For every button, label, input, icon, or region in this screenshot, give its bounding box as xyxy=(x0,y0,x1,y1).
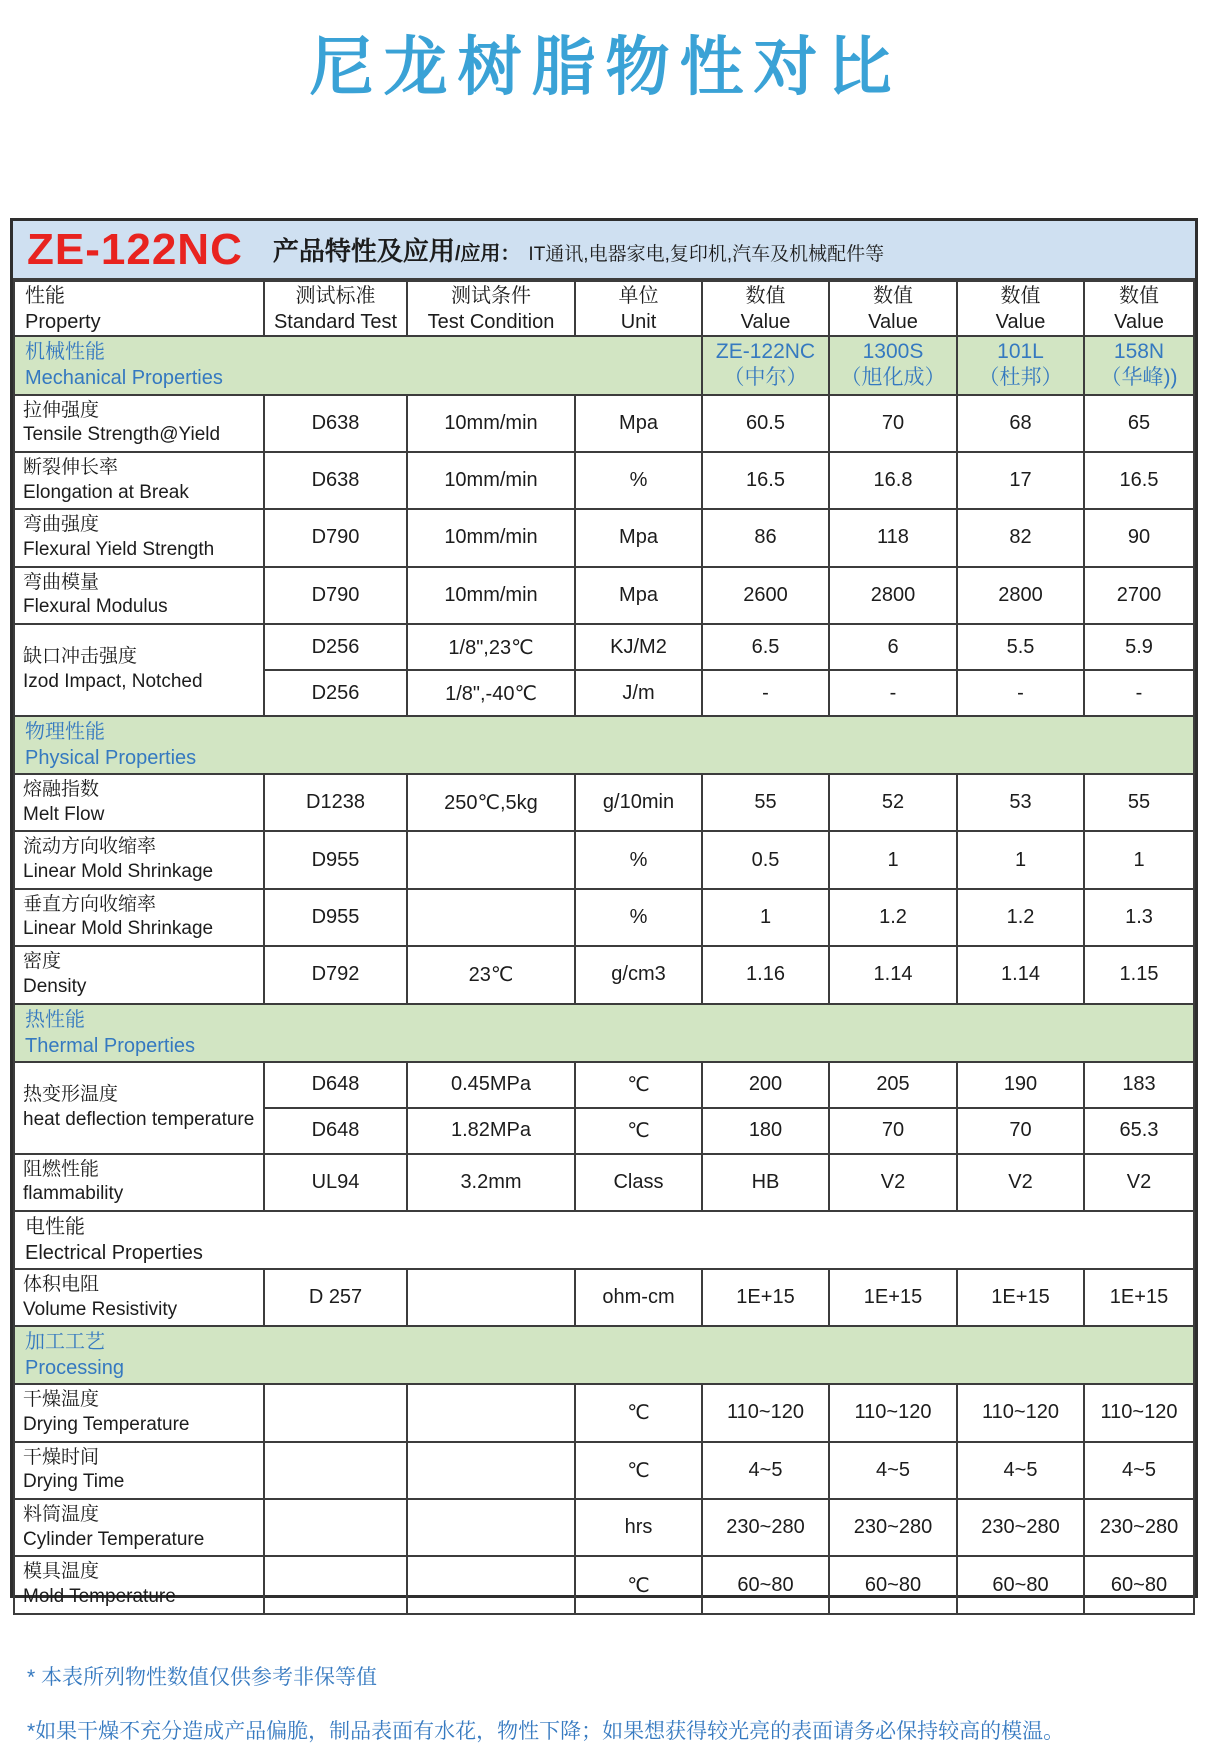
section-title-zh: 电性能 xyxy=(25,1215,85,1238)
value-cell: 90 xyxy=(1084,509,1194,566)
value-cell: V2 xyxy=(957,1154,1084,1211)
condition-cell xyxy=(407,1269,575,1326)
value-cell: 1.14 xyxy=(957,946,1084,1003)
property-cell xyxy=(14,889,264,946)
unit-cell: ℃ xyxy=(575,1108,702,1154)
value-cell: 70 xyxy=(829,395,957,452)
condition-cell xyxy=(407,1384,575,1441)
property-cell xyxy=(14,831,264,888)
value-cell: 1 xyxy=(957,831,1084,888)
section-title-en: Mechanical Properties xyxy=(25,367,223,390)
value-cell: 2800 xyxy=(829,567,957,624)
property-zh: 料筒温度 xyxy=(23,1504,100,1525)
value-cell: 1 xyxy=(702,889,829,946)
table-row xyxy=(14,509,1194,566)
column-header-en: Value xyxy=(740,310,791,333)
feature-label: 产品特性及应用 xyxy=(272,236,455,266)
unit-cell: Mpa xyxy=(575,509,702,566)
value-cell: 180 xyxy=(702,1108,829,1154)
properties-table xyxy=(13,280,1195,1615)
value-cell: 5.5 xyxy=(957,624,1084,670)
unit-cell: ohm-cm xyxy=(575,1269,702,1326)
value-cell: 60~80 xyxy=(957,1556,1084,1613)
property-en: flammability xyxy=(23,1183,124,1205)
standard-cell: D648 xyxy=(264,1108,407,1154)
value-cell: 190 xyxy=(957,1062,1084,1108)
standard-cell: D638 xyxy=(264,395,407,452)
property-zh: 模具温度 xyxy=(23,1561,100,1583)
standard-cell: D955 xyxy=(264,889,407,946)
value-cell: 60~80 xyxy=(1084,1556,1194,1613)
value-cell: 1 xyxy=(1084,831,1194,888)
value-cell: 16.5 xyxy=(702,452,829,509)
column-header-en: Unit xyxy=(620,310,657,333)
property-en: Mold Temperature xyxy=(23,1586,176,1608)
property-en: Melt Flow xyxy=(23,803,105,825)
standard-cell: D256 xyxy=(264,624,407,670)
unit-cell: ℃ xyxy=(575,1062,702,1108)
property-cell xyxy=(14,946,264,1003)
condition-cell: 0.45MPa xyxy=(407,1062,575,1108)
unit-cell: g/10min xyxy=(575,774,702,831)
property-cell xyxy=(14,1442,264,1499)
standard-cell xyxy=(264,1442,407,1499)
value-cell: 183 xyxy=(1084,1062,1194,1108)
column-header-zh: 测试条件 xyxy=(451,284,531,307)
value-cell: 205 xyxy=(829,1062,957,1108)
property-en: Linear Mold Shrinkage xyxy=(23,861,214,883)
grade-cell xyxy=(1084,336,1194,395)
table-row xyxy=(14,1556,1194,1613)
standard-cell: D648 xyxy=(264,1062,407,1108)
table-row xyxy=(14,624,1194,670)
table-row xyxy=(14,395,1194,452)
note-line: * 本表所列物性数值仅供参考非保等值 xyxy=(27,1665,378,1689)
applications-text: IT通讯,电器家电,复印机,汽车及机械配件等 xyxy=(528,244,885,265)
property-cell xyxy=(14,774,264,831)
property-zh: 垂直方向收缩率 xyxy=(23,893,157,915)
section-row xyxy=(14,336,1194,395)
value-cell: 82 xyxy=(957,509,1084,566)
column-header xyxy=(1084,281,1194,336)
unit-cell: ℃ xyxy=(575,1384,702,1441)
property-zh: 缺口冲击强度 xyxy=(23,646,138,668)
table-row xyxy=(14,946,1194,1003)
property-en: Elongation at Break xyxy=(23,481,189,503)
section-title-cell xyxy=(14,1004,1194,1062)
value-cell: 16.8 xyxy=(829,452,957,509)
value-cell: 6.5 xyxy=(702,624,829,670)
condition-cell: 1/8",23℃ xyxy=(407,624,575,670)
application-label: /应用： xyxy=(454,243,521,265)
product-description xyxy=(273,231,884,268)
property-en: Drying Time xyxy=(23,1471,125,1493)
column-header xyxy=(829,281,957,336)
value-cell: 230~280 xyxy=(702,1499,829,1556)
value-cell: 6 xyxy=(829,624,957,670)
value-cell: 2700 xyxy=(1084,567,1194,624)
value-cell: 1E+15 xyxy=(829,1269,957,1326)
value-cell: 1E+15 xyxy=(1084,1269,1194,1326)
value-cell: 1E+15 xyxy=(957,1269,1084,1326)
document-page xyxy=(0,16,1211,1743)
value-cell: 110~120 xyxy=(957,1384,1084,1441)
value-cell: 110~120 xyxy=(829,1384,957,1441)
grade-cell xyxy=(702,336,829,395)
condition-cell: 3.2mm xyxy=(407,1154,575,1211)
value-cell: - xyxy=(702,670,829,716)
property-cell xyxy=(14,624,264,716)
column-header-row xyxy=(14,281,1194,336)
table-row xyxy=(14,1499,1194,1556)
grade-name: 158N xyxy=(1113,340,1165,363)
standard-cell xyxy=(264,1384,407,1441)
property-en: Flexural Yield Strength xyxy=(23,538,215,560)
condition-cell: 10mm/min xyxy=(407,452,575,509)
section-row xyxy=(14,1211,1194,1269)
section-title-zh: 加工工艺 xyxy=(25,1331,105,1354)
property-zh: 拉伸强度 xyxy=(23,399,100,421)
property-en: heat deflection temperature xyxy=(23,1108,255,1130)
column-header-zh: 单位 xyxy=(618,284,659,307)
value-cell: 1.15 xyxy=(1084,946,1194,1003)
standard-cell: D790 xyxy=(264,509,407,566)
section-title-en: Thermal Properties xyxy=(25,1034,196,1057)
section-title-cell xyxy=(14,1326,1194,1384)
grade-maker: （华峰)) xyxy=(1100,366,1178,390)
property-zh: 弯曲强度 xyxy=(23,514,100,536)
value-cell: 4~5 xyxy=(702,1442,829,1499)
table-row xyxy=(14,1384,1194,1441)
column-header-en: Test Condition xyxy=(427,310,555,333)
value-cell: 5.9 xyxy=(1084,624,1194,670)
property-en: Linear Mold Shrinkage xyxy=(23,918,214,940)
grade-name: 101L xyxy=(997,340,1044,363)
condition-cell: 10mm/min xyxy=(407,567,575,624)
grade-name: ZE-122NC xyxy=(715,340,816,363)
column-header xyxy=(407,281,575,336)
value-cell: 1 xyxy=(829,831,957,888)
value-cell: 2600 xyxy=(702,567,829,624)
standard-cell: D638 xyxy=(264,452,407,509)
standard-cell: D792 xyxy=(264,946,407,1003)
table-body xyxy=(14,336,1194,1614)
column-header-zh: 数值 xyxy=(1000,284,1041,307)
table-row xyxy=(14,831,1194,888)
section-row xyxy=(14,1326,1194,1384)
column-header-zh: 性能 xyxy=(25,284,65,307)
section-title-zh: 物理性能 xyxy=(25,721,105,743)
condition-cell xyxy=(407,1442,575,1499)
property-cell xyxy=(14,395,264,452)
notes xyxy=(13,1615,1195,1745)
value-cell: 230~280 xyxy=(957,1499,1084,1556)
value-cell: 53 xyxy=(957,774,1084,831)
section-title-en: Electrical Properties xyxy=(25,1241,203,1264)
property-en: Volume Resistivity xyxy=(23,1298,178,1320)
value-cell: 1.16 xyxy=(702,946,829,1003)
value-cell: - xyxy=(957,670,1084,716)
section-row xyxy=(14,1004,1194,1062)
value-cell: 1.2 xyxy=(957,889,1084,946)
property-en: Flexural Modulus xyxy=(23,596,168,618)
condition-cell xyxy=(407,1556,575,1613)
standard-cell xyxy=(264,1556,407,1613)
value-cell: 70 xyxy=(957,1108,1084,1154)
property-zh: 阻燃性能 xyxy=(23,1158,100,1180)
value-cell: 55 xyxy=(702,774,829,831)
table-row xyxy=(14,1442,1194,1499)
column-header xyxy=(702,281,829,336)
condition-cell xyxy=(407,1499,575,1556)
property-en: Drying Temperature xyxy=(23,1413,190,1435)
column-header-en: Value xyxy=(1114,310,1164,333)
unit-cell: % xyxy=(575,831,702,888)
value-cell: 2800 xyxy=(957,567,1084,624)
property-cell xyxy=(14,1269,264,1326)
grade-maker: （杜邦） xyxy=(978,366,1063,390)
property-en: Density xyxy=(23,975,87,997)
condition-cell: 23℃ xyxy=(407,946,575,1003)
value-cell: HB xyxy=(702,1154,829,1211)
value-cell: 60~80 xyxy=(829,1556,957,1613)
condition-cell: 1/8",-40℃ xyxy=(407,670,575,716)
value-cell: 230~280 xyxy=(1084,1499,1194,1556)
section-title-cell xyxy=(14,716,1194,774)
value-cell: 0.5 xyxy=(702,831,829,888)
unit-cell: KJ/M2 xyxy=(575,624,702,670)
standard-cell: D955 xyxy=(264,831,407,888)
value-cell: 230~280 xyxy=(829,1499,957,1556)
value-cell: 4~5 xyxy=(957,1442,1084,1499)
standard-cell: UL94 xyxy=(264,1154,407,1211)
column-header-zh: 测试标准 xyxy=(295,284,376,307)
column-header-zh: 数值 xyxy=(745,284,786,307)
property-zh: 弯曲模量 xyxy=(23,571,100,593)
table-row xyxy=(14,889,1194,946)
standard-cell: D256 xyxy=(264,670,407,716)
value-cell: 65 xyxy=(1084,395,1194,452)
grade-cell xyxy=(829,336,957,395)
property-en: Izod Impact, Notched xyxy=(23,671,203,692)
condition-cell: 10mm/min xyxy=(407,395,575,452)
value-cell: 1.14 xyxy=(829,946,957,1003)
table-row xyxy=(14,1269,1194,1326)
grade-maker: （旭化成） xyxy=(840,366,946,390)
property-zh: 干燥温度 xyxy=(23,1389,100,1411)
unit-cell: g/cm3 xyxy=(575,946,702,1003)
value-cell: 52 xyxy=(829,774,957,831)
section-title-zh: 热性能 xyxy=(25,1008,85,1031)
unit-cell: ℃ xyxy=(575,1556,702,1613)
column-header xyxy=(957,281,1084,336)
value-cell: V2 xyxy=(1084,1154,1194,1211)
column-header-en: Value xyxy=(868,310,918,333)
unit-cell: Mpa xyxy=(575,567,702,624)
property-cell xyxy=(14,1556,264,1613)
spec-sheet xyxy=(10,218,1198,1743)
grade-name: 1300S xyxy=(862,340,924,363)
standard-cell: D 257 xyxy=(264,1269,407,1326)
value-cell: 118 xyxy=(829,509,957,566)
property-cell xyxy=(14,1062,264,1154)
property-cell xyxy=(14,1154,264,1211)
property-cell xyxy=(14,452,264,509)
column-header-zh: 数值 xyxy=(873,284,913,307)
value-cell: 1.2 xyxy=(829,889,957,946)
property-cell xyxy=(14,1499,264,1556)
value-cell: 4~5 xyxy=(829,1442,957,1499)
value-cell: 200 xyxy=(702,1062,829,1108)
table-row xyxy=(14,1062,1194,1108)
condition-cell: 1.82MPa xyxy=(407,1108,575,1154)
standard-cell: D1238 xyxy=(264,774,407,831)
grade-cell xyxy=(957,336,1084,395)
condition-cell xyxy=(407,831,575,888)
unit-cell: % xyxy=(575,889,702,946)
value-cell: 65.3 xyxy=(1084,1108,1194,1154)
value-cell: 70 xyxy=(829,1108,957,1154)
value-cell: 1E+15 xyxy=(702,1269,829,1326)
column-header xyxy=(14,281,264,336)
condition-cell: 250℃,5kg xyxy=(407,774,575,831)
property-zh: 干燥时间 xyxy=(23,1446,100,1468)
unit-cell: J/m xyxy=(575,670,702,716)
property-en: Cylinder Temperature xyxy=(23,1528,205,1550)
value-cell: 110~120 xyxy=(1084,1384,1194,1441)
product-header xyxy=(13,221,1195,280)
column-header-en: Property xyxy=(25,310,101,333)
unit-cell: ℃ xyxy=(575,1442,702,1499)
property-cell xyxy=(14,1384,264,1441)
unit-cell: Class xyxy=(575,1154,702,1211)
value-cell: 1.3 xyxy=(1084,889,1194,946)
column-header-en: Standard Test xyxy=(273,310,398,333)
property-cell xyxy=(14,567,264,624)
section-title-zh: 机械性能 xyxy=(25,341,105,364)
value-cell: 16.5 xyxy=(1084,452,1194,509)
value-cell: 60.5 xyxy=(702,395,829,452)
section-title-cell xyxy=(14,336,702,395)
standard-cell: D790 xyxy=(264,567,407,624)
property-zh: 密度 xyxy=(23,951,62,973)
page-title: 尼龙树脂物性对比 xyxy=(309,31,902,103)
standard-cell xyxy=(264,1499,407,1556)
section-title-en: Physical Properties xyxy=(25,747,197,769)
value-cell: 4~5 xyxy=(1084,1442,1194,1499)
property-zh: 体积电阻 xyxy=(23,1273,100,1295)
column-header-zh: 数值 xyxy=(1119,284,1159,307)
property-en: Tensile Strength@Yield xyxy=(23,424,221,446)
product-code: ZE-122NC xyxy=(27,224,243,274)
value-cell: V2 xyxy=(829,1154,957,1211)
property-zh: 流动方向收缩率 xyxy=(23,836,157,858)
grade-maker: （中尔） xyxy=(723,366,808,390)
property-zh: 熔融指数 xyxy=(23,779,100,800)
column-header-en: Value xyxy=(995,310,1046,333)
property-cell xyxy=(14,509,264,566)
unit-cell: % xyxy=(575,452,702,509)
value-cell: 60~80 xyxy=(702,1556,829,1613)
section-title-en: Processing xyxy=(25,1357,124,1380)
note-line: *如果干燥不充分造成产品偏脆，制品表面有水花，物性下降；如果想获得较光亮的表面请务必保持较高的模温。 xyxy=(27,1719,1065,1743)
value-cell: 17 xyxy=(957,452,1084,509)
column-header xyxy=(575,281,702,336)
section-row xyxy=(14,716,1194,774)
property-zh: 断裂伸长率 xyxy=(23,456,119,478)
column-header xyxy=(264,281,407,336)
unit-cell: Mpa xyxy=(575,395,702,452)
value-cell: 110~120 xyxy=(702,1384,829,1441)
table-row xyxy=(14,567,1194,624)
table-row xyxy=(14,774,1194,831)
value-cell: - xyxy=(1084,670,1194,716)
condition-cell: 10mm/min xyxy=(407,509,575,566)
value-cell: 86 xyxy=(702,509,829,566)
unit-cell: hrs xyxy=(575,1499,702,1556)
value-cell: - xyxy=(829,670,957,716)
table-row xyxy=(14,1154,1194,1211)
value-cell: 55 xyxy=(1084,774,1194,831)
condition-cell xyxy=(407,889,575,946)
table-row xyxy=(14,452,1194,509)
value-cell: 68 xyxy=(957,395,1084,452)
property-zh: 热变形温度 xyxy=(23,1083,119,1105)
section-title-cell xyxy=(14,1211,1194,1269)
